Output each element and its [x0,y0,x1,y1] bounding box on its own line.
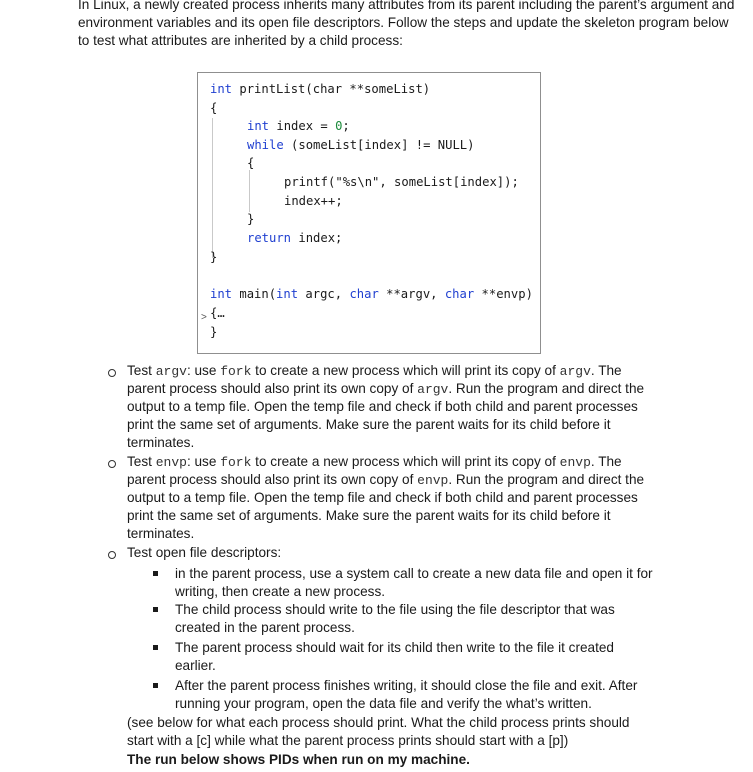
step-fd-title: Test open file descriptors: [127,545,282,560]
step-argv-line: print the same set of arguments. Make sure the parent waits for its child before it [127,417,611,432]
indent-guide [249,170,250,212]
step-argv-line: parent process should also print its own copy of argv. Run the program and direct the [127,381,645,397]
circle-bullet-icon [108,369,116,377]
fd-note-line: start with a [c] while what the parent process prints should start with a [p]) [127,733,569,748]
code-line: while (someList[index] != NULL) [247,138,475,152]
code-line: } [210,250,218,264]
code-line: } [247,212,255,226]
indent-guide [212,118,213,258]
code-line-folded[interactable]: {… [210,306,225,320]
square-bullet-icon [153,571,158,576]
fd-subitem: After the parent process finishes writing, it should close the file and exit. After [175,678,638,693]
square-bullet-icon [153,607,158,612]
circle-bullet-icon [108,551,116,559]
code-line: printf("%s\n", someList[index]); [284,175,519,189]
fd-subitem: The parent process should wait for its child then write to the file it created [175,640,614,655]
step-argv-line: output to a temp file. Open the temp file and check if both child and parent processes [127,399,638,414]
code-line: int index = 0; [247,119,350,133]
step-envp-line: print the same set of arguments. Make sure the parent waits for its child before it [127,508,611,523]
square-bullet-icon [153,645,158,650]
step-argv: Test argv: use fork to create a new process which will print its copy of argv. The [127,363,622,379]
intro-paragraph: In Linux, a newly created process inherits many attributes from its parent including the parent’s argument and environment variables and its open file descriptors. Follow the steps and update the skeleton program below to test what attributes are inherited by a child process: [78,0,735,48]
fd-subitem: The child process should write to the file using the file descriptor that was [175,602,615,617]
code-line: { [210,101,218,115]
code-line: int main(int argc, char **argv, char **envp) [210,287,533,301]
square-bullet-icon [153,683,158,688]
fd-bold-note: The run below shows PIDs when run on my machine. [127,752,470,767]
code-line: { [247,156,255,170]
code-line: index++; [284,194,343,208]
fd-subitem-line: created in the parent process. [175,620,355,635]
code-line: return index; [247,231,343,245]
step-envp-line: output to a temp file. Open the temp file and check if both child and parent processes [127,490,638,505]
fd-subitem-line: running your program, open the data file and verify the what’s written. [175,696,592,711]
code-line: } [210,325,218,339]
fd-subitem: in the parent process, use a system call to create a new data file and open it for [175,566,653,581]
fd-subitem-line: writing, then create a new process. [175,584,386,599]
step-envp-line: parent process should also print its own copy of envp. Run the program and direct the [127,472,645,488]
step-envp: Test envp: use fork to create a new process which will print its copy of envp. The [127,454,622,470]
fold-chevron-icon[interactable]: > [201,312,207,323]
fd-subitem-line: earlier. [175,658,216,673]
code-line: int printList(char **someList) [210,82,431,96]
step-envp-line: terminates. [127,526,195,541]
step-argv-line: terminates. [127,435,195,450]
fd-note: (see below for what each process should print. What the child process prints should [127,715,630,730]
circle-bullet-icon [108,460,116,468]
